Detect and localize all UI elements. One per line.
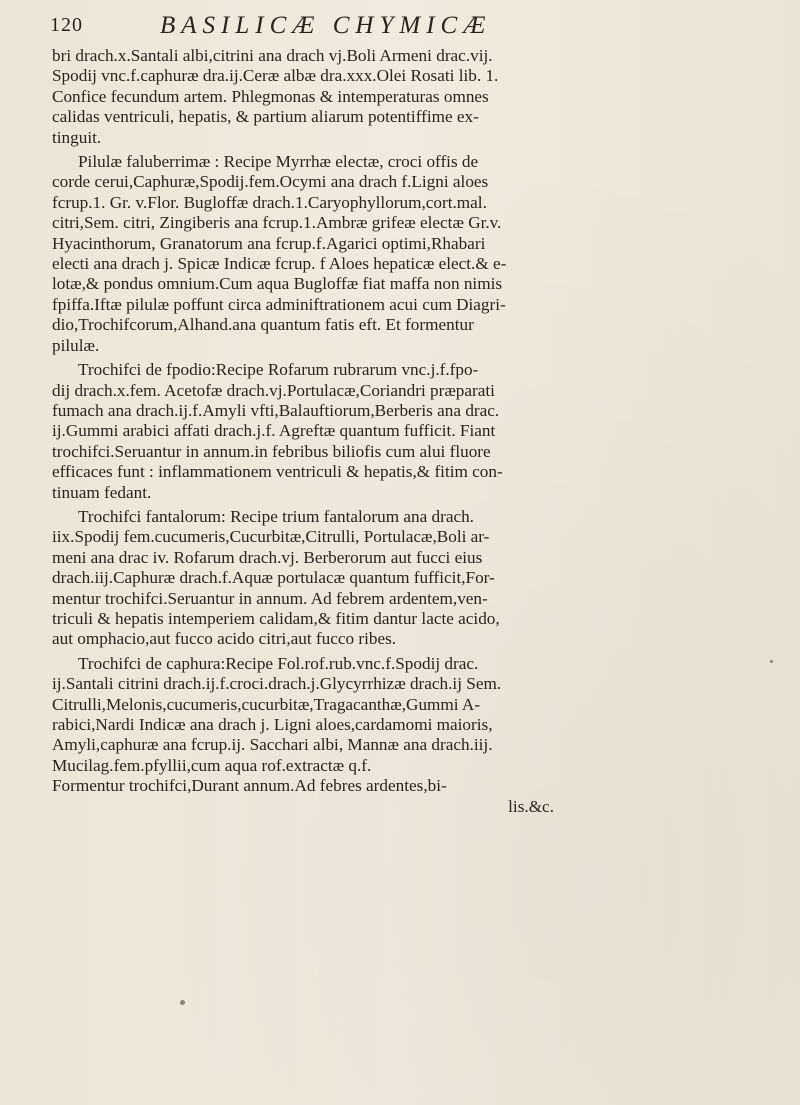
text-line: Citrulli,Melonis,cucumeris,cucurbitæ,Tragacanthæ,Gummi A- <box>52 694 481 714</box>
paragraph-trochisci-spodio <box>52 360 714 503</box>
text-line: lotæ,& pondus omnium.Cum aqua Bugloffæ fiat maffa non nimis <box>52 274 503 294</box>
ink-spot <box>180 1000 185 1005</box>
text-line: tinuam fedant. <box>52 482 152 502</box>
page-header <box>50 6 710 42</box>
text-line: Amyli,caphuræ ana fcrup.ij. Sacchari albi, Mannæ ana drach.iij. <box>52 735 493 755</box>
text-line: fumach ana drach.ij.f.Amyli vfti,Balauftiorum,Berberis ana drac. <box>52 400 500 420</box>
text-line: aut omphacio,aut fucco acido citri,aut fucco ribes. <box>52 629 397 649</box>
paragraph-trochisci-caphura <box>52 654 714 817</box>
text-line: Confice fecundum artem. Phlegmonas & intemperaturas omnes <box>52 86 489 106</box>
text-line: iix.Spodij fem.cucumeris,Cucurbitæ,Citrulli, Portulacæ,Boli ar- <box>52 527 490 547</box>
text-line: Formentur trochifci,Durant annum.Ad febres ardentes,bi- <box>52 776 447 796</box>
paragraph-pilulae <box>52 152 714 356</box>
text-line: ij.Gummi arabici affati drach.j.f. Agreftæ quantum fufficit. Fiant <box>52 421 496 441</box>
text-line: Spodij vnc.f.caphuræ dra.ij.Ceræ albæ dra.xxx.Olei Rosati lib. 1. <box>52 66 499 86</box>
text-line: Hyacinthorum, Granatorum ana fcrup.f.Agarici optimi,Rhabari <box>52 233 486 253</box>
text-line: Pilulæ faluberrimæ : Recipe Myrrhæ electæ, croci offis de <box>78 152 479 172</box>
text-line: dio,Trochifcorum,Alhand.ana quantum fatis eft. Et formentur <box>52 315 474 335</box>
text-line: drach.iij.Caphuræ drach.f.Aquæ portulacæ quantum fufficit,For- <box>52 568 495 588</box>
text-line: fcrup.1. Gr. v.Flor. Bugloffæ drach.1.Caryophyllorum,cort.mal. <box>52 192 487 212</box>
text-line: citri,Sem. citri, Zingiberis ana fcrup.1.Ambræ grifeæ electæ Gr.v. <box>52 213 502 233</box>
text-line: Trochifci fantalorum: Recipe trium fantalorum ana drach. <box>78 506 474 526</box>
text-line: pilulæ. <box>52 335 100 355</box>
text-line: Trochifci de caphura:Recipe Fol.rof.rub.vnc.f.Spodij drac. <box>78 653 479 673</box>
text-line: corde cerui,Caphuræ,Spodij.fem.Ocymi ana drach f.Ligni aloes <box>52 172 489 192</box>
page-number: 120 <box>50 14 83 36</box>
body-text <box>52 46 714 817</box>
text-line: dij drach.x.fem. Acetofæ drach.vj.Portulacæ,Coriandri præparati <box>52 380 495 400</box>
text-line: Trochifci de fpodio:Recipe Rofarum rubrarum vnc.j.f.fpo- <box>78 360 479 380</box>
text-line: mentur trochifci.Seruantur in annum. Ad febrem ardentem,ven- <box>52 588 488 608</box>
text-line: ij.Santali citrini drach.ij.f.croci.drach.j.Glycyrrhizæ drach.ij Sem. <box>52 674 502 694</box>
paragraph-unguent-continuation <box>52 46 714 148</box>
text-line: electi ana drach j. Spicæ Indicæ fcrup. f Aloes hepaticæ elect.& e- <box>52 254 507 274</box>
text-line-catchword: lis.&c. <box>508 796 554 816</box>
text-line: triculi & hepatis intemperiem calidam,& fitim dantur lacte acido, <box>52 608 500 628</box>
text-line: calidas ventriculi, hepatis, & partium aliarum potentiffime ex- <box>52 107 479 127</box>
running-head: BASILICÆ CHYMICÆ <box>160 12 492 39</box>
paragraph-trochisci-santalorum <box>52 507 714 650</box>
text-line: bri drach.x.Santali albi,citrini ana drach vj.Boli Armeni drac.vij. <box>52 46 493 65</box>
ink-spot <box>770 660 773 663</box>
text-line: meni ana drac iv. Rofarum drach.vj. Berberorum aut fucci eius <box>52 547 483 567</box>
text-line: rabici,Nardi Indicæ ana drach j. Ligni aloes,cardamomi maioris, <box>52 715 493 734</box>
text-line: trochifci.Seruantur in annum.in febribus biliofis cum alui fluore <box>52 441 491 461</box>
text-line: Mucilag.fem.pfyllii,cum aqua rof.extractæ q.f. <box>52 755 372 775</box>
text-line: efficaces funt : inflammationem ventriculi & hepatis,& fitim con- <box>52 462 503 482</box>
text-line: tinguit. <box>52 127 102 147</box>
text-line: fpiffa.Iftæ pilulæ poffunt circa adminiftrationem acui cum Diagri- <box>52 294 506 314</box>
